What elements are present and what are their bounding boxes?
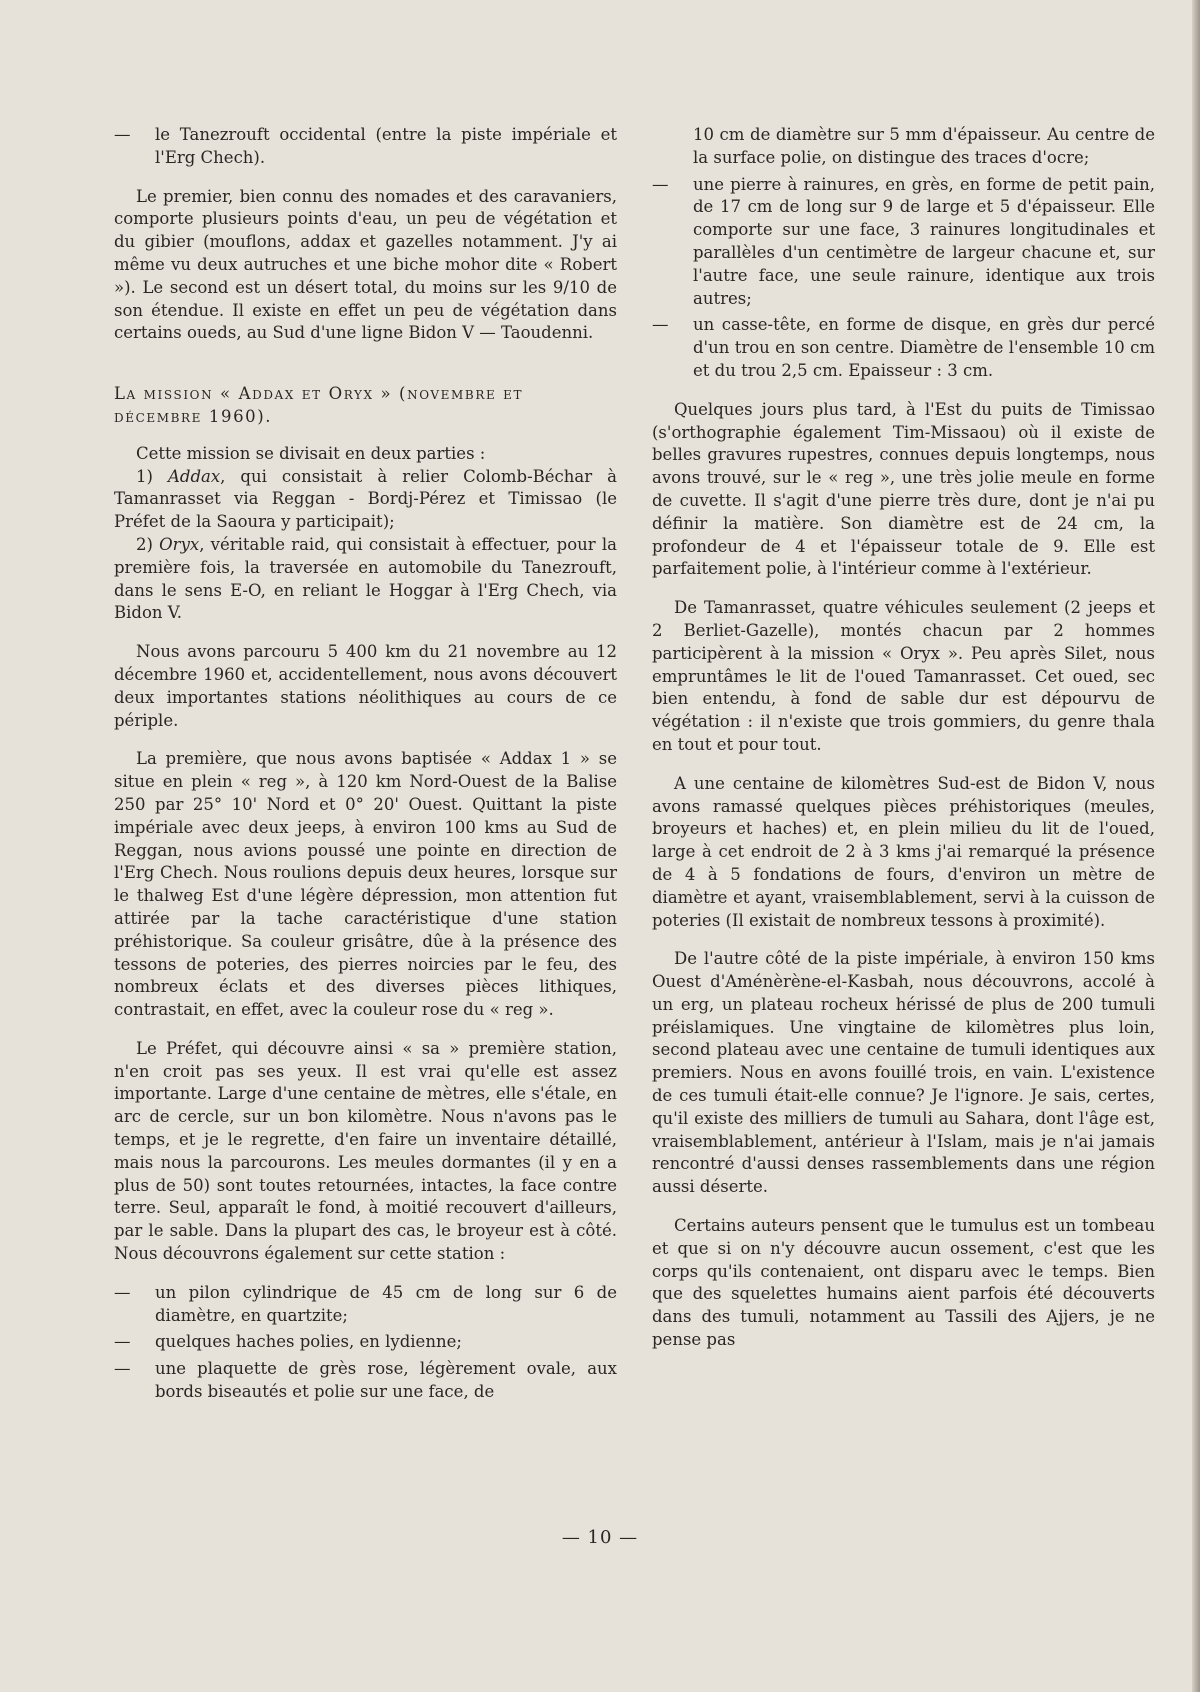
list-item-text: quelques haches polies, en lydienne;: [155, 1332, 462, 1352]
page-number: — 10 —: [561, 1527, 639, 1548]
list-item: [114, 1331, 617, 1354]
item-number: 1): [136, 466, 168, 486]
paragraph: Nous avons parcouru 5 400 km du 21 novembre au 12 décembre 1960 et, accidentellement, nous avons découvert deux importantes stations néolithiques au cours de ce périple.: [114, 642, 617, 730]
list-item-text: le Tanezrouft occidental (entre la piste impériale et l'Erg Chech).: [155, 125, 617, 167]
paragraph: Certains auteurs pensent que le tumulus est un tombeau et que si on n'y découvre aucun ossement, c'est que les corps qu'ils contenaient, ont disparu avec le temps. Bien que des squelettes humains aient parfois été découverts dans des tumuli, notamment au Tassili des Ajjers, je ne pense pas: [652, 1216, 1155, 1350]
enumerated-item: [114, 466, 617, 534]
list-item-text: une plaquette de grès rose, légèrement ovale, aux bords biseautés et polie sur une face, de: [155, 1359, 617, 1402]
paragraph: Quelques jours plus tard, à l'Est du puits de Timissao (s'orthographie également Tim-Missaou) où il existe de belles gravures rupestres, connues depuis longtemps, nous avons trouvé, sur le « reg », une très jolie meule en forme de cuvette. Il s'agit d'une pierre très dure, dont je n'ai pu définir la matière. Son diamètre est de 24 cm, la profondeur de 4 et l'épaisseur totale de 9. Elle est parfaitement polie, à l'intérieur comme à l'extérieur.: [652, 399, 1155, 579]
page-edge: [1192, 0, 1200, 1692]
enumerated-item: [114, 534, 617, 625]
list-item: [114, 124, 617, 170]
dash-mark: —: [652, 315, 669, 335]
paragraph: Cette mission se divisait en deux parties :: [136, 443, 486, 463]
list-item-continuation: [652, 124, 1155, 170]
list-item-text: une pierre à rainures, en grès, en forme de petit pain, de 17 cm de long sur 9 de large et 5 d'épaisseur. Elle comporte sur une face, 3 rainures longitudinales et parallèles d'un centimètre de largeur chacune et, sur l'autre face, une seule rainure, identique aux trois autres;: [693, 174, 1155, 308]
dash-mark: —: [114, 1282, 131, 1302]
item-number: 2): [136, 534, 160, 554]
list-item: [114, 1282, 617, 1328]
list-item: [652, 174, 1155, 311]
left-column: [114, 124, 617, 1408]
right-column: [652, 124, 1155, 1368]
dash-mark: —: [114, 125, 131, 144]
item-text: , qui consistait à relier Colomb-Béchar à Tamanrasset via Reggan - Bordj-Pérez et Timissao (le Préfet de la Saoura y participait);: [114, 466, 617, 532]
paragraph: De l'autre côté de la piste impériale, à environ 150 kms Ouest d'Aménèrène-el-Kasbah, nous découvrons, accolé à un erg, un plateau rocheux hérissé de plus de 200 tumuli préislamiques. Une vingtaine de kilomètres plus loin, second plateau avec une centaine de tumuli identiques aux premiers. Nous en avons fouillé trois, en vain. L'existence de ces tumuli était-elle connue? Je l'ignore. Je sais, certes, qu'il existe des milliers de tumuli au Sahara, dont l'âge est, vraisemblablement, antérieur à l'Islam, mais je n'ai jamais rencontré d'aussi denses rassemblements dans une région aussi déserte.: [652, 949, 1155, 1197]
list-item: [114, 1358, 617, 1404]
section-heading: La mission « Addax et Oryx » (novembre et décembre 1960).: [114, 384, 524, 426]
list-item-text: 10 cm de diamètre sur 5 mm d'épaisseur. Au centre de la surface polie, on distingue des traces d'ocre;: [693, 125, 1155, 167]
list-item-text: un pilon cylindrique de 45 cm de long sur 6 de diamètre, en quartzite;: [155, 1282, 617, 1325]
list-item-text: un casse-tête, en forme de disque, en grès dur percé d'un trou en son centre. Diamètre de l'ensemble 10 cm et du trou 2,5 cm. Epaisseur : 3 cm.: [693, 315, 1155, 380]
dash-mark: —: [114, 1332, 131, 1352]
paragraph: Le Préfet, qui découvre ainsi « sa » première station, n'en croit pas ses yeux. Il est vrai qu'elle est assez importante. Large d'une centaine de mètres, elle s'étale, en arc de cercle, sur un bon kilomètre. Nous n'avons pas le temps, et je le regrette, d'en faire un inventaire détaillé, mais nous la parcourons. Les meules dormantes (il y en a plus de 50) sont toutes retournées, intactes, la face contre terre. Seul, apparaît le fond, à moitié recouvert d'ailleurs, par le sable. Dans la plupart des cas, le broyeur est à côté. Nous découvrons également sur cette station :: [114, 1038, 617, 1264]
item-name: Addax: [167, 466, 221, 486]
list-item: [652, 314, 1155, 382]
paragraph: De Tamanrasset, quatre véhicules seulement (2 jeeps et 2 Berliet-Gazelle), montés chacun par 2 hommes participèrent à la mission « Oryx ». Peu après Silet, nous empruntâmes le lit de l'oued Tamanrasset. Cet oued, sec bien entendu, à fond de sable dur est dépourvu de végétation : il n'existe que trois gommiers, du genre thala en tout et pour tout.: [652, 598, 1155, 754]
paragraph: A une centaine de kilomètres Sud-est de Bidon V, nous avons ramassé quelques pièces préhistoriques (meules, broyeurs et haches) et, en plein milieu du lit de l'oued, large à cet endroit de 2 à 3 kms j'ai remarqué la présence de 4 à 5 fondations de fours, d'environ un mètre de diamètre et ayant, vraisemblablement, servi à la cuisson de poteries (Il existait de nombreux tessons à proximité).: [652, 773, 1155, 930]
paragraph: La première, que nous avons baptisée « Addax 1 » se situe en plein « reg », à 120 km Nord-Ouest de la Balise 250 par 25° 10' Nord et 0° 20' Ouest. Quittant la piste impériale avec deux jeeps, à environ 100 kms au Sud de Reggan, nous avions poussé une pointe en direction de l'Erg Chech. Nous roulions depuis deux heures, lorsque sur le thalweg Est d'une légère dépression, mon attention fut attirée par la tache caractéristique d'une station préhistorique. Sa couleur grisâtre, dûe à la présence des tessons de poteries, des pierres noircies par le feu, des nombreux éclats et des diverses pièces lithiques, contrastait, en effet, avec la couleur rose du « reg ».: [114, 749, 617, 1020]
paragraph: Le premier, bien connu des nomades et des caravaniers, comporte plusieurs points d'eau, un peu de végétation et du gibier (mouflons, addax et gazelles notamment. J'y ai même vu deux autruches et une biche mohor dite « Robert »). Le second est un désert total, du moins sur les 9/10 de son étendue. Il existe en effet un peu de végétation dans certains oueds, au Sud d'une ligne Bidon V — Taoudenni.: [114, 186, 617, 343]
dash-mark: —: [652, 174, 669, 194]
dash-mark: —: [114, 1359, 131, 1379]
item-text: , véritable raid, qui consistait à effectuer, pour la première fois, la traversée en automobile du Tanezrouft, dans le sens E-O, en reliant le Hoggar à l'Erg Chech, via Bidon V.: [114, 534, 617, 623]
item-name: Oryx: [159, 534, 200, 554]
